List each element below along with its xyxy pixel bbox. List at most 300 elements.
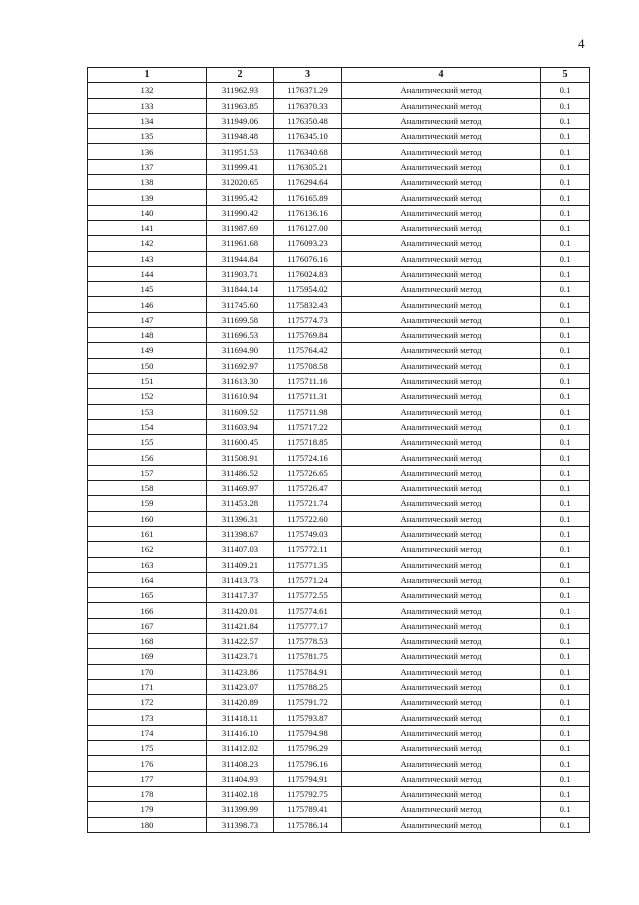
method-cell: Аналитический метод	[342, 618, 541, 633]
accuracy-cell: 0.1	[541, 465, 590, 480]
point-number-cell: 146	[88, 297, 207, 312]
method-cell: Аналитический метод	[342, 603, 541, 618]
method-cell: Аналитический метод	[342, 679, 541, 694]
column-header-3: 3	[274, 68, 342, 83]
method-cell: Аналитический метод	[342, 496, 541, 511]
accuracy-cell: 0.1	[541, 358, 590, 373]
point-number-cell: 170	[88, 664, 207, 679]
point-number-cell: 149	[88, 343, 207, 358]
accuracy-cell: 0.1	[541, 542, 590, 557]
method-cell: Аналитический метод	[342, 144, 541, 159]
y-coordinate-cell: 1175721.74	[274, 496, 342, 511]
table-row	[88, 618, 590, 633]
method-cell: Аналитический метод	[342, 817, 541, 832]
table-row	[88, 633, 590, 648]
x-coordinate-cell: 311469.97	[207, 481, 274, 496]
point-number-cell: 166	[88, 603, 207, 618]
point-number-cell: 154	[88, 419, 207, 434]
point-number-cell: 160	[88, 511, 207, 526]
y-coordinate-cell: 1175708.58	[274, 358, 342, 373]
table-row	[88, 649, 590, 664]
table-row	[88, 175, 590, 190]
point-number-cell: 176	[88, 756, 207, 771]
accuracy-cell: 0.1	[541, 588, 590, 603]
accuracy-cell: 0.1	[541, 771, 590, 786]
x-coordinate-cell: 311600.45	[207, 435, 274, 450]
x-coordinate-cell: 311745.60	[207, 297, 274, 312]
table-row	[88, 572, 590, 587]
y-coordinate-cell: 1175789.41	[274, 802, 342, 817]
table-row	[88, 481, 590, 496]
point-number-cell: 150	[88, 358, 207, 373]
accuracy-cell: 0.1	[541, 190, 590, 205]
point-number-cell: 148	[88, 328, 207, 343]
table-row	[88, 450, 590, 465]
x-coordinate-cell: 311399.99	[207, 802, 274, 817]
y-coordinate-cell: 1175792.75	[274, 786, 342, 801]
point-number-cell: 169	[88, 649, 207, 664]
method-cell: Аналитический метод	[342, 220, 541, 235]
method-cell: Аналитический метод	[342, 190, 541, 205]
x-coordinate-cell: 311423.07	[207, 679, 274, 694]
x-coordinate-cell: 311396.31	[207, 511, 274, 526]
method-cell: Аналитический метод	[342, 175, 541, 190]
x-coordinate-cell: 311963.85	[207, 98, 274, 113]
point-number-cell: 144	[88, 266, 207, 281]
x-coordinate-cell: 311421.84	[207, 618, 274, 633]
y-coordinate-cell: 1175788.25	[274, 679, 342, 694]
y-coordinate-cell: 1176093.23	[274, 236, 342, 251]
x-coordinate-cell: 311420.89	[207, 695, 274, 710]
accuracy-cell: 0.1	[541, 419, 590, 434]
x-coordinate-cell: 311999.41	[207, 159, 274, 174]
y-coordinate-cell: 1176024.83	[274, 266, 342, 281]
accuracy-cell: 0.1	[541, 450, 590, 465]
accuracy-cell: 0.1	[541, 389, 590, 404]
column-header-1: 1	[88, 68, 207, 83]
table-row	[88, 282, 590, 297]
table-row	[88, 817, 590, 832]
method-cell: Аналитический метод	[342, 312, 541, 327]
table-row	[88, 725, 590, 740]
accuracy-cell: 0.1	[541, 603, 590, 618]
point-number-cell: 152	[88, 389, 207, 404]
x-coordinate-cell: 311407.03	[207, 542, 274, 557]
table-row	[88, 526, 590, 541]
x-coordinate-cell: 311404.93	[207, 771, 274, 786]
x-coordinate-cell: 311408.23	[207, 756, 274, 771]
method-cell: Аналитический метод	[342, 373, 541, 388]
table-row	[88, 435, 590, 450]
table-row	[88, 129, 590, 144]
table-row	[88, 328, 590, 343]
table-row	[88, 679, 590, 694]
table-row	[88, 220, 590, 235]
method-cell: Аналитический метод	[342, 83, 541, 98]
method-cell: Аналитический метод	[342, 236, 541, 251]
method-cell: Аналитический метод	[342, 297, 541, 312]
x-coordinate-cell: 311398.67	[207, 526, 274, 541]
accuracy-cell: 0.1	[541, 526, 590, 541]
accuracy-cell: 0.1	[541, 664, 590, 679]
x-coordinate-cell: 311951.53	[207, 144, 274, 159]
point-number-cell: 142	[88, 236, 207, 251]
point-number-cell: 136	[88, 144, 207, 159]
point-number-cell: 158	[88, 481, 207, 496]
method-cell: Аналитический метод	[342, 633, 541, 648]
x-coordinate-cell: 311508.91	[207, 450, 274, 465]
x-coordinate-cell: 311416.10	[207, 725, 274, 740]
x-coordinate-cell: 311398.73	[207, 817, 274, 832]
y-coordinate-cell: 1176136.16	[274, 205, 342, 220]
accuracy-cell: 0.1	[541, 435, 590, 450]
y-coordinate-cell: 1175717.22	[274, 419, 342, 434]
point-number-cell: 178	[88, 786, 207, 801]
method-cell: Аналитический метод	[342, 389, 541, 404]
method-cell: Аналитический метод	[342, 266, 541, 281]
method-cell: Аналитический метод	[342, 159, 541, 174]
accuracy-cell: 0.1	[541, 572, 590, 587]
table-row	[88, 511, 590, 526]
method-cell: Аналитический метод	[342, 572, 541, 587]
method-cell: Аналитический метод	[342, 450, 541, 465]
table-row	[88, 465, 590, 480]
accuracy-cell: 0.1	[541, 144, 590, 159]
y-coordinate-cell: 1175771.35	[274, 557, 342, 572]
point-number-cell: 159	[88, 496, 207, 511]
x-coordinate-cell: 311603.94	[207, 419, 274, 434]
accuracy-cell: 0.1	[541, 251, 590, 266]
table-row	[88, 710, 590, 725]
accuracy-cell: 0.1	[541, 159, 590, 174]
point-number-cell: 133	[88, 98, 207, 113]
accuracy-cell: 0.1	[541, 786, 590, 801]
table-row	[88, 389, 590, 404]
y-coordinate-cell: 1176350.48	[274, 113, 342, 128]
accuracy-cell: 0.1	[541, 282, 590, 297]
y-coordinate-cell: 1175791.72	[274, 695, 342, 710]
y-coordinate-cell: 1176370.33	[274, 98, 342, 113]
accuracy-cell: 0.1	[541, 511, 590, 526]
table-row	[88, 266, 590, 281]
accuracy-cell: 0.1	[541, 679, 590, 694]
x-coordinate-cell: 311903.71	[207, 266, 274, 281]
method-cell: Аналитический метод	[342, 771, 541, 786]
table-row	[88, 771, 590, 786]
table-row	[88, 98, 590, 113]
accuracy-cell: 0.1	[541, 312, 590, 327]
table-row	[88, 802, 590, 817]
accuracy-cell: 0.1	[541, 129, 590, 144]
accuracy-cell: 0.1	[541, 695, 590, 710]
column-header-2: 2	[207, 68, 274, 83]
table-row	[88, 343, 590, 358]
accuracy-cell: 0.1	[541, 557, 590, 572]
y-coordinate-cell: 1175784.91	[274, 664, 342, 679]
y-coordinate-cell: 1175796.29	[274, 741, 342, 756]
y-coordinate-cell: 1175722.60	[274, 511, 342, 526]
y-coordinate-cell: 1175774.73	[274, 312, 342, 327]
accuracy-cell: 0.1	[541, 633, 590, 648]
point-number-cell: 151	[88, 373, 207, 388]
point-number-cell: 153	[88, 404, 207, 419]
method-cell: Аналитический метод	[342, 98, 541, 113]
accuracy-cell: 0.1	[541, 725, 590, 740]
x-coordinate-cell: 311949.06	[207, 113, 274, 128]
x-coordinate-cell: 311412.02	[207, 741, 274, 756]
x-coordinate-cell: 311948.48	[207, 129, 274, 144]
point-number-cell: 141	[88, 220, 207, 235]
x-coordinate-cell: 311696.53	[207, 328, 274, 343]
table-row	[88, 557, 590, 572]
accuracy-cell: 0.1	[541, 175, 590, 190]
x-coordinate-cell: 311420.01	[207, 603, 274, 618]
x-coordinate-cell: 311699.58	[207, 312, 274, 327]
accuracy-cell: 0.1	[541, 220, 590, 235]
y-coordinate-cell: 1175726.65	[274, 465, 342, 480]
y-coordinate-cell: 1175774.61	[274, 603, 342, 618]
y-coordinate-cell: 1175954.02	[274, 282, 342, 297]
y-coordinate-cell: 1175832.43	[274, 297, 342, 312]
method-cell: Аналитический метод	[342, 664, 541, 679]
method-cell: Аналитический метод	[342, 251, 541, 266]
y-coordinate-cell: 1175769.84	[274, 328, 342, 343]
table-row	[88, 144, 590, 159]
x-coordinate-cell: 311694.90	[207, 343, 274, 358]
y-coordinate-cell: 1176127.00	[274, 220, 342, 235]
accuracy-cell: 0.1	[541, 266, 590, 281]
y-coordinate-cell: 1175771.24	[274, 572, 342, 587]
point-number-cell: 132	[88, 83, 207, 98]
point-number-cell: 163	[88, 557, 207, 572]
x-coordinate-cell: 311613.30	[207, 373, 274, 388]
x-coordinate-cell: 311995.42	[207, 190, 274, 205]
method-cell: Аналитический метод	[342, 649, 541, 664]
y-coordinate-cell: 1175711.98	[274, 404, 342, 419]
accuracy-cell: 0.1	[541, 83, 590, 98]
x-coordinate-cell: 311423.71	[207, 649, 274, 664]
x-coordinate-cell: 311422.57	[207, 633, 274, 648]
point-number-cell: 147	[88, 312, 207, 327]
table-header-row	[88, 68, 590, 83]
y-coordinate-cell: 1175718.85	[274, 435, 342, 450]
point-number-cell: 164	[88, 572, 207, 587]
method-cell: Аналитический метод	[342, 588, 541, 603]
x-coordinate-cell: 311844.14	[207, 282, 274, 297]
point-number-cell: 135	[88, 129, 207, 144]
y-coordinate-cell: 1176340.68	[274, 144, 342, 159]
page-number: 4	[578, 36, 585, 51]
x-coordinate-cell: 311962.93	[207, 83, 274, 98]
method-cell: Аналитический метод	[342, 542, 541, 557]
y-coordinate-cell: 1175749.03	[274, 526, 342, 541]
y-coordinate-cell: 1176076.16	[274, 251, 342, 266]
point-number-cell: 155	[88, 435, 207, 450]
coordinates-table	[87, 67, 590, 833]
table-row	[88, 190, 590, 205]
y-coordinate-cell: 1176345.10	[274, 129, 342, 144]
table-row	[88, 756, 590, 771]
x-coordinate-cell: 311418.11	[207, 710, 274, 725]
method-cell: Аналитический метод	[342, 695, 541, 710]
y-coordinate-cell: 1175764.42	[274, 343, 342, 358]
accuracy-cell: 0.1	[541, 756, 590, 771]
accuracy-cell: 0.1	[541, 343, 590, 358]
x-coordinate-cell: 311987.69	[207, 220, 274, 235]
accuracy-cell: 0.1	[541, 649, 590, 664]
method-cell: Аналитический метод	[342, 328, 541, 343]
y-coordinate-cell: 1175777.17	[274, 618, 342, 633]
table-row	[88, 205, 590, 220]
y-coordinate-cell: 1175794.91	[274, 771, 342, 786]
x-coordinate-cell: 311402.18	[207, 786, 274, 801]
point-number-cell: 137	[88, 159, 207, 174]
x-coordinate-cell: 311990.42	[207, 205, 274, 220]
method-cell: Аналитический метод	[342, 343, 541, 358]
table-row	[88, 603, 590, 618]
accuracy-cell: 0.1	[541, 98, 590, 113]
x-coordinate-cell: 311417.37	[207, 588, 274, 603]
column-header-4: 4	[342, 68, 541, 83]
point-number-cell: 134	[88, 113, 207, 128]
table-row	[88, 404, 590, 419]
x-coordinate-cell: 311944.84	[207, 251, 274, 266]
method-cell: Аналитический метод	[342, 404, 541, 419]
method-cell: Аналитический метод	[342, 113, 541, 128]
accuracy-cell: 0.1	[541, 404, 590, 419]
table-body	[88, 83, 590, 833]
method-cell: Аналитический метод	[342, 710, 541, 725]
table-row	[88, 297, 590, 312]
point-number-cell: 168	[88, 633, 207, 648]
x-coordinate-cell: 311453.28	[207, 496, 274, 511]
method-cell: Аналитический метод	[342, 465, 541, 480]
x-coordinate-cell: 311692.97	[207, 358, 274, 373]
table-row	[88, 542, 590, 557]
point-number-cell: 167	[88, 618, 207, 633]
point-number-cell: 143	[88, 251, 207, 266]
point-number-cell: 175	[88, 741, 207, 756]
y-coordinate-cell: 1176305.21	[274, 159, 342, 174]
table-row	[88, 786, 590, 801]
table-row	[88, 83, 590, 98]
accuracy-cell: 0.1	[541, 205, 590, 220]
table-row	[88, 588, 590, 603]
y-coordinate-cell: 1175781.75	[274, 649, 342, 664]
method-cell: Аналитический метод	[342, 205, 541, 220]
method-cell: Аналитический метод	[342, 557, 541, 572]
point-number-cell: 165	[88, 588, 207, 603]
x-coordinate-cell: 311413.73	[207, 572, 274, 587]
y-coordinate-cell: 1175711.31	[274, 389, 342, 404]
y-coordinate-cell: 1175778.53	[274, 633, 342, 648]
accuracy-cell: 0.1	[541, 373, 590, 388]
accuracy-cell: 0.1	[541, 113, 590, 128]
y-coordinate-cell: 1175772.55	[274, 588, 342, 603]
y-coordinate-cell: 1175711.16	[274, 373, 342, 388]
method-cell: Аналитический метод	[342, 419, 541, 434]
method-cell: Аналитический метод	[342, 481, 541, 496]
x-coordinate-cell: 312020.65	[207, 175, 274, 190]
y-coordinate-cell: 1175796.16	[274, 756, 342, 771]
method-cell: Аналитический метод	[342, 725, 541, 740]
table-row	[88, 741, 590, 756]
accuracy-cell: 0.1	[541, 297, 590, 312]
table-row	[88, 159, 590, 174]
y-coordinate-cell: 1176294.64	[274, 175, 342, 190]
point-number-cell: 156	[88, 450, 207, 465]
point-number-cell: 157	[88, 465, 207, 480]
method-cell: Аналитический метод	[342, 435, 541, 450]
y-coordinate-cell: 1175724.16	[274, 450, 342, 465]
point-number-cell: 174	[88, 725, 207, 740]
x-coordinate-cell: 311610.94	[207, 389, 274, 404]
table-row	[88, 236, 590, 251]
method-cell: Аналитический метод	[342, 129, 541, 144]
table-row	[88, 664, 590, 679]
point-number-cell: 161	[88, 526, 207, 541]
point-number-cell: 145	[88, 282, 207, 297]
accuracy-cell: 0.1	[541, 817, 590, 832]
point-number-cell: 171	[88, 679, 207, 694]
accuracy-cell: 0.1	[541, 618, 590, 633]
x-coordinate-cell: 311609.52	[207, 404, 274, 419]
method-cell: Аналитический метод	[342, 756, 541, 771]
y-coordinate-cell: 1176371.29	[274, 83, 342, 98]
method-cell: Аналитический метод	[342, 282, 541, 297]
accuracy-cell: 0.1	[541, 481, 590, 496]
table-row	[88, 496, 590, 511]
column-header-5: 5	[541, 68, 590, 83]
accuracy-cell: 0.1	[541, 236, 590, 251]
x-coordinate-cell: 311486.52	[207, 465, 274, 480]
table-row	[88, 419, 590, 434]
point-number-cell: 140	[88, 205, 207, 220]
point-number-cell: 172	[88, 695, 207, 710]
accuracy-cell: 0.1	[541, 741, 590, 756]
method-cell: Аналитический метод	[342, 358, 541, 373]
point-number-cell: 180	[88, 817, 207, 832]
table-row	[88, 358, 590, 373]
point-number-cell: 139	[88, 190, 207, 205]
y-coordinate-cell: 1175772.11	[274, 542, 342, 557]
table-row	[88, 113, 590, 128]
table-row	[88, 695, 590, 710]
accuracy-cell: 0.1	[541, 802, 590, 817]
y-coordinate-cell: 1175786.14	[274, 817, 342, 832]
method-cell: Аналитический метод	[342, 786, 541, 801]
accuracy-cell: 0.1	[541, 328, 590, 343]
table-row	[88, 373, 590, 388]
y-coordinate-cell: 1175794.98	[274, 725, 342, 740]
accuracy-cell: 0.1	[541, 496, 590, 511]
accuracy-cell: 0.1	[541, 710, 590, 725]
y-coordinate-cell: 1176165.89	[274, 190, 342, 205]
table-row	[88, 251, 590, 266]
x-coordinate-cell: 311409.21	[207, 557, 274, 572]
point-number-cell: 162	[88, 542, 207, 557]
point-number-cell: 138	[88, 175, 207, 190]
point-number-cell: 179	[88, 802, 207, 817]
table-row	[88, 312, 590, 327]
method-cell: Аналитический метод	[342, 526, 541, 541]
point-number-cell: 177	[88, 771, 207, 786]
point-number-cell: 173	[88, 710, 207, 725]
method-cell: Аналитический метод	[342, 741, 541, 756]
y-coordinate-cell: 1175726.47	[274, 481, 342, 496]
method-cell: Аналитический метод	[342, 802, 541, 817]
y-coordinate-cell: 1175793.87	[274, 710, 342, 725]
